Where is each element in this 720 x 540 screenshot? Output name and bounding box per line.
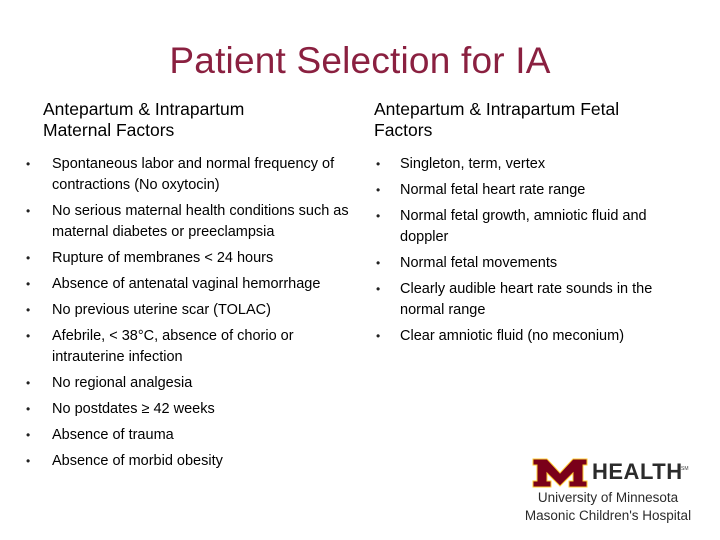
bullet-icon: • [376,282,381,296]
bullet-icon: • [26,428,31,442]
bullet-icon: • [376,209,381,223]
list-item [26,248,357,269]
maternal-heading-line2: Maternal Factors [43,120,175,140]
list-item [376,154,690,175]
list-item-text: Afebrile, < 38°C, absence of chorio or intrauterine infection [52,328,294,365]
maternal-heading-line1: Antepartum & Intrapartum [43,99,245,119]
bullet-icon: • [376,157,381,171]
bullet-icon: • [26,329,31,343]
list-item [376,253,690,274]
list-item-text: No regional analgesia [52,375,193,391]
university-of-minnesota-health-logo [518,458,698,528]
bullet-icon: • [26,277,31,291]
logo-university-name: University of Minnesota [537,490,679,505]
bullet-icon: • [26,204,31,218]
slide-title: Patient Selection for IA [169,40,551,81]
list-item [376,180,690,201]
list-item-text: No previous uterine scar (TOLAC) [52,302,271,318]
list-item [26,451,357,472]
list-item-text: Normal fetal heart rate range [400,182,586,198]
list-item-text: No serious maternal health conditions such as maternal diabetes or preeclampsia [52,203,349,240]
list-item-text: Normal fetal growth, amniotic fluid and doppler [400,208,647,245]
maternal-factors-list [26,154,357,477]
list-item-text: Absence of trauma [52,427,174,443]
list-item [26,154,357,196]
list-item [26,300,357,321]
health-wordmark: HEALTH [592,459,683,484]
list-item-text: Clearly audible heart rate sounds in the normal range [400,281,653,318]
fetal-factors-list [376,154,690,352]
list-item [376,326,690,347]
list-item-text: Normal fetal movements [400,255,558,271]
bullet-icon: • [26,376,31,390]
list-item-text: Singleton, term, vertex [400,156,546,172]
list-item [26,399,357,420]
list-item-text: Rupture of membranes < 24 hours [52,250,274,266]
fetal-heading-line2: Factors [374,120,433,140]
list-item-text: Absence of antenatal vaginal hemorrhage [52,276,321,292]
bullet-icon: • [376,256,381,270]
fetal-factors-heading [374,99,694,141]
service-mark: SM [681,466,689,472]
fetal-heading-line1: Antepartum & Intrapartum Fetal [374,99,620,119]
bullet-icon: • [376,329,381,343]
list-item [26,326,357,368]
list-item [376,279,690,321]
bullet-icon: • [26,251,31,265]
bullet-icon: • [26,303,31,317]
maternal-factors-heading [43,99,343,141]
list-item-text: Spontaneous labor and normal frequency of contractions (No oxytocin) [52,156,335,193]
bullet-icon: • [376,183,381,197]
block-m-icon [532,458,588,488]
bullet-icon: • [26,454,31,468]
list-item-text: Absence of morbid obesity [52,453,223,469]
list-item [26,201,357,243]
list-item [376,206,690,248]
list-item [26,373,357,394]
list-item [26,274,357,295]
list-item [26,425,357,446]
logo-hospital-name: Masonic Children's Hospital [524,508,692,523]
bullet-icon: • [26,157,31,171]
bullet-icon: • [26,402,31,416]
list-item-text: Clear amniotic fluid (no meconium) [400,328,625,344]
list-item-text: No postdates ≥ 42 weeks [52,401,215,417]
